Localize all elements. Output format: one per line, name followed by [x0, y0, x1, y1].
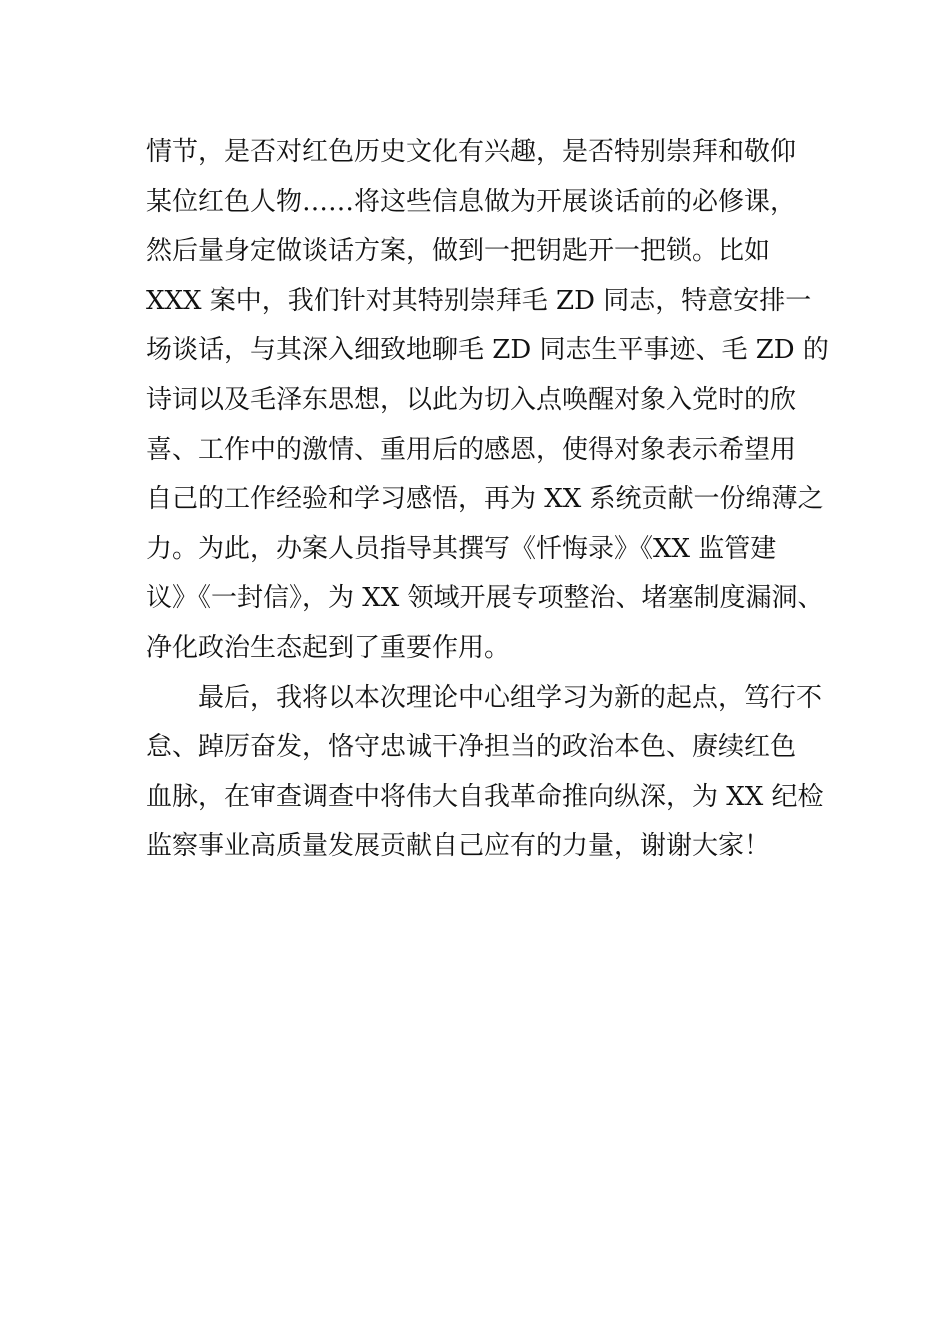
- text-line: 净化政治生态起到了重要作用。: [146, 632, 511, 663]
- text-line: 血脉，在审查调查中将伟大自我革命推向纵深，为 XX 纪检: [146, 781, 824, 812]
- text-line: 场谈话，与其深入细致地聊毛 ZD 同志生平事迹、毛 ZD 的: [146, 335, 829, 366]
- text-line: 监察事业高质量发展贡献自己应有的力量，谢谢大家！: [146, 831, 771, 862]
- text-line: 然后量身定做谈话方案，做到一把钥匙开一把锁。比如: [146, 236, 771, 267]
- text-line: XXX 案中，我们针对其特别崇拜毛 ZD 同志，特意安排一: [146, 285, 812, 316]
- text-line: 某位红色人物……将这些信息做为开展谈话前的必修课，: [146, 186, 797, 217]
- text-line: 议》《一封信》，为 XX 领域开展专项整治、堵塞制度漏洞、: [146, 583, 824, 614]
- text-line: 力。为此，办案人员指导其撰写《忏悔录》《XX 监管建: [146, 533, 777, 564]
- text-line: 自己的工作经验和学习感悟，再为 XX 系统贡献一份绵薄之: [146, 484, 824, 515]
- text-line: 诗词以及毛泽东思想，以此为切入点唤醒对象入党时的欣: [146, 384, 797, 415]
- text-line: 喜、工作中的激情、重用后的感恩，使得对象表示希望用: [146, 434, 797, 465]
- text-line: 情节，是否对红色历史文化有兴趣，是否特别崇拜和敬仰: [146, 137, 797, 167]
- body-text: [146, 128, 836, 872]
- paragraph-start-line: 最后，我将以本次理论中心组学习为新的起点，笃行不: [146, 682, 823, 713]
- text-line: 怠、踔厉奋发，恪守忠诚干净担当的政治本色、赓续红色: [146, 732, 797, 763]
